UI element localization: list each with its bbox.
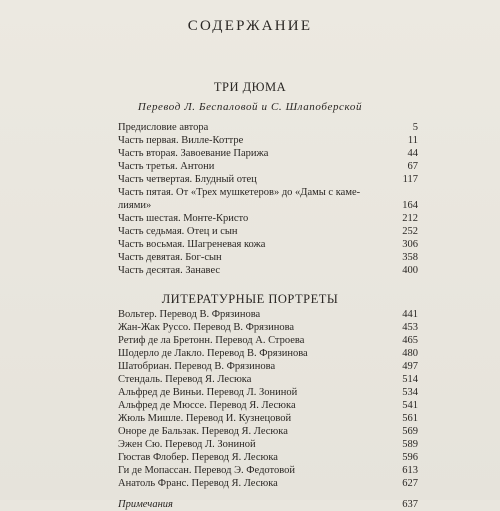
toc-entry[interactable] xyxy=(118,425,418,438)
toc-entry-page: 561 xyxy=(402,413,418,424)
toc-entry-page: 589 xyxy=(402,439,418,450)
toc-entry[interactable] xyxy=(118,186,418,212)
toc-entry[interactable] xyxy=(118,451,418,464)
toc-entry-page: 252 xyxy=(402,226,418,237)
toc-entry-title: Часть вторая. Завоевание Парижа xyxy=(118,148,269,159)
toc-entry[interactable] xyxy=(118,386,418,399)
toc-entry[interactable] xyxy=(118,147,418,160)
toc-entry-title: Оноре де Бальзак. Перевод Я. Лесюка xyxy=(118,426,288,437)
toc-entry-title: Примечания xyxy=(118,499,173,510)
toc-entry[interactable] xyxy=(118,160,418,173)
section-title-literary-portraits: ЛИТЕРАТУРНЫЕ ПОРТРЕТЫ xyxy=(161,292,339,306)
toc-entry-page: 44 xyxy=(407,148,418,159)
toc-entry-title: Эжен Сю. Перевод Л. Зониной xyxy=(118,439,256,450)
toc-entry-title: Предисловие автора xyxy=(118,122,209,133)
toc-entry-page: 400 xyxy=(402,265,418,276)
toc-entry-page: 541 xyxy=(402,400,418,411)
section-title-three-dumas: ТРИ ДЮМА xyxy=(213,80,287,94)
toc-entry-page: 569 xyxy=(402,426,418,437)
toc-entry-page: 596 xyxy=(402,452,418,463)
toc-entry-page: 627 xyxy=(402,478,418,489)
toc-entry-page: 637 xyxy=(402,499,418,510)
toc-entry[interactable] xyxy=(118,334,418,347)
toc-entry-title: Ретиф де ла Бретонн. Перевод А. Строева xyxy=(118,335,305,346)
toc-entry-page: 117 xyxy=(402,174,418,185)
toc-entry-title: Ги де Мопассан. Перевод Э. Федотовой xyxy=(118,465,295,476)
toc-entry-page: 358 xyxy=(402,252,418,263)
toc-entry-title: Альфред де Виньи. Перевод Л. Зониной xyxy=(118,387,298,398)
toc-entry-page: 11 xyxy=(407,135,418,146)
toc-entry-page: 465 xyxy=(402,335,418,346)
toc-entry[interactable] xyxy=(118,477,418,490)
toc-entry[interactable] xyxy=(118,173,418,186)
toc-entry[interactable] xyxy=(118,225,418,238)
toc-entry-title: Шатобриан. Перевод В. Фрязинова xyxy=(118,361,276,372)
toc-entry[interactable] xyxy=(118,321,418,334)
toc-entry[interactable] xyxy=(118,438,418,451)
toc-entry-title: Часть шестая. Монте-Кристо xyxy=(118,213,249,224)
toc-entry[interactable] xyxy=(118,360,418,373)
toc-entry-title: Альфред де Мюссе. Перевод Я. Лесюка xyxy=(118,400,296,411)
toc-entry[interactable] xyxy=(118,399,418,412)
toc-entry-title-continuation: лиями» xyxy=(118,200,152,211)
toc-entry[interactable] xyxy=(118,412,418,425)
toc-three-dumas xyxy=(118,121,418,277)
toc-entry-page: 5 xyxy=(412,122,418,133)
toc-entry[interactable] xyxy=(118,238,418,251)
toc-literary-portraits xyxy=(118,308,418,511)
toc-entry-page: 306 xyxy=(402,239,418,250)
toc-entry-page: 212 xyxy=(402,213,418,224)
page-heading: СОДЕРЖАНИЕ xyxy=(187,18,313,34)
toc-entry-title: Жан-Жак Руссо. Перевод В. Фрязинова xyxy=(118,322,295,333)
toc-entry[interactable] xyxy=(118,347,418,360)
toc-entry-title: Часть девятая. Бог-сын xyxy=(118,252,222,263)
toc-entry-title: Шодерло де Лакло. Перевод В. Фрязинова xyxy=(118,348,308,359)
toc-entry-title: Жюль Мишле. Перевод И. Кузнецовой xyxy=(118,413,292,424)
translator-subtitle: Перевод Л. Беспаловой и С. Шлапоберской xyxy=(137,101,363,113)
toc-entry-page: 67 xyxy=(407,161,418,172)
toc-entry-title: Часть третья. Антони xyxy=(118,161,215,172)
toc-entry[interactable] xyxy=(118,251,418,264)
toc-entry-page: 164 xyxy=(402,200,418,211)
toc-entry-title: Гюстав Флобер. Перевод Я. Лесюка xyxy=(118,452,278,463)
toc-entry-page: 480 xyxy=(402,348,418,359)
toc-entry-title: Стендаль. Перевод Я. Лесюка xyxy=(118,374,252,385)
toc-entry-title: Часть десятая. Занавес xyxy=(118,265,221,276)
toc-entry-page: 497 xyxy=(402,361,418,372)
toc-entry[interactable] xyxy=(118,121,418,134)
toc-entry-title: Часть седьмая. Отец и сын xyxy=(118,226,238,237)
toc-entry[interactable] xyxy=(118,264,418,277)
toc-entry-page: 514 xyxy=(402,374,418,385)
toc-entry-title: Часть первая. Вилле-Коттре xyxy=(118,135,244,146)
toc-entry-page: 453 xyxy=(402,322,418,333)
toc-entry-title: Часть пятая. От «Трех мушкетеров» до «Дамы с каме- xyxy=(118,187,361,198)
toc-entry[interactable] xyxy=(118,212,418,225)
toc-entry-page: 613 xyxy=(402,465,418,476)
toc-entry[interactable] xyxy=(118,308,418,321)
toc-entry[interactable] xyxy=(118,373,418,386)
toc-entry-page: 534 xyxy=(402,387,418,398)
toc-entry-page: 441 xyxy=(402,309,418,320)
toc-entry-title: Часть четвертая. Блудный отец xyxy=(118,174,257,185)
toc-entry[interactable] xyxy=(118,464,418,477)
toc-entry[interactable] xyxy=(118,134,418,147)
toc-entry-title: Часть восьмая. Шагреневая кожа xyxy=(118,239,266,250)
toc-entry-title: Анатоль Франс. Перевод Я. Лесюка xyxy=(118,478,278,489)
toc-entry-title: Вольтер. Перевод В. Фрязинова xyxy=(118,309,261,320)
